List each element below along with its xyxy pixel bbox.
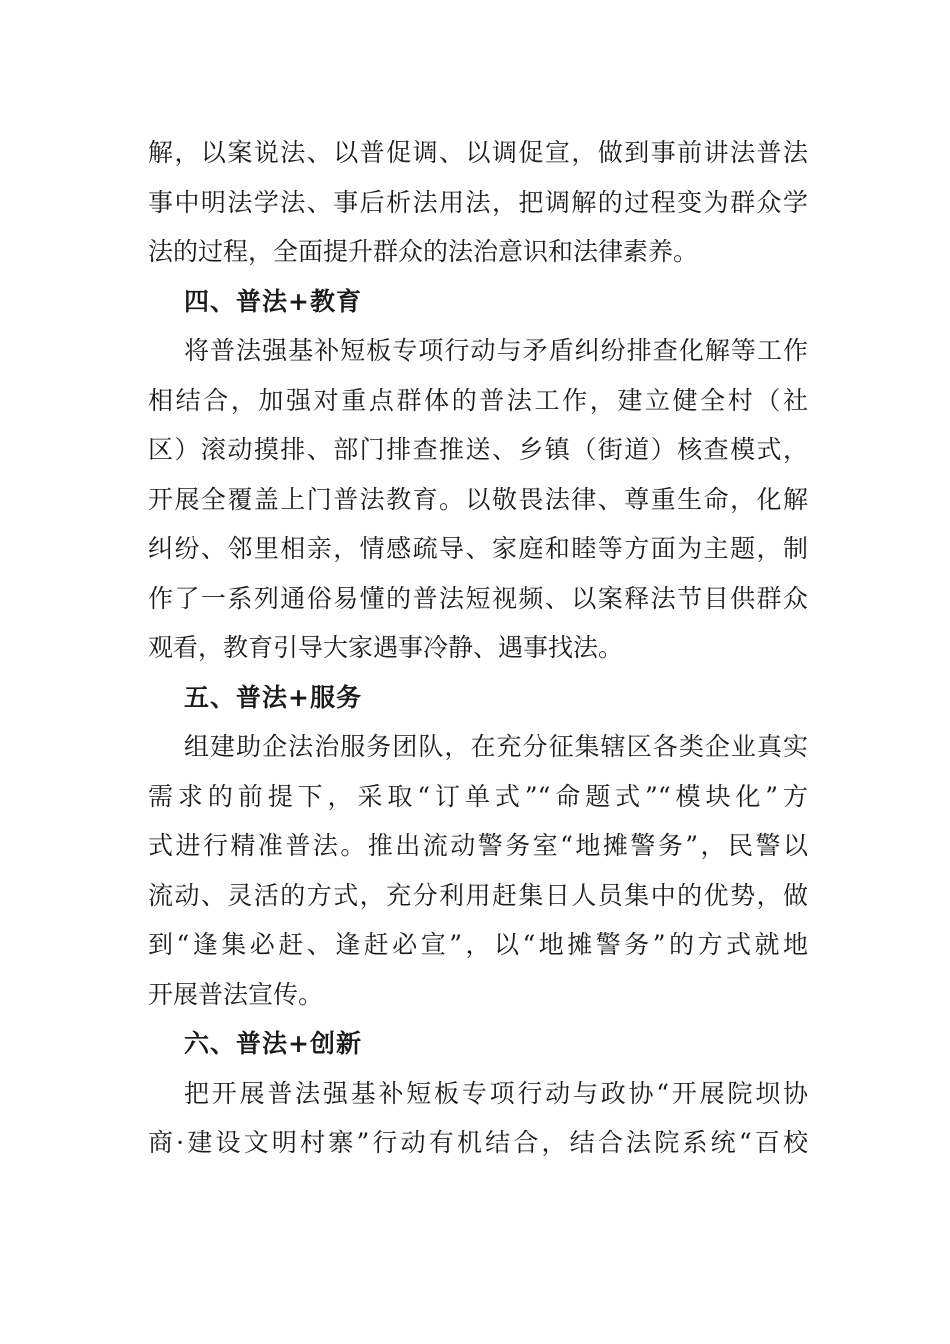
- text-line: 解，以案说法、以普促调、以调促宣，做到事前讲法普法: [148, 138, 808, 167]
- text-line: 组建助企法治服务团队，在充分征集辖区各类企业真实: [184, 732, 808, 761]
- text-line: 将普法强基补短板专项行动与矛盾纠纷排查化解等工作: [184, 336, 808, 365]
- text-line: 作了一系列通俗易懂的普法短视频、以案释法节目供群众: [148, 583, 808, 613]
- text-line: 纠纷、邻里相亲，情感疏导、家庭和睦等方面为主题，制: [148, 534, 808, 563]
- text-line: 开展普法宣传。: [148, 979, 324, 1009]
- paragraph-mediation-continued: [148, 128, 808, 277]
- section-heading-service: 五、普法+服务: [184, 682, 362, 712]
- text-line: 开展全覆盖上门普法教育。以敬畏法律、尊重生命，化解: [148, 484, 808, 514]
- text-line: 事中明法学法、事后析法用法，把调解的过程变为群众学: [148, 187, 808, 217]
- section-heading-education: 四、普法+教育: [184, 286, 362, 316]
- text-line: 法的过程，全面提升群众的法治意识和法律素养。: [148, 237, 699, 266]
- text-line: 需求的前提下，采取“订单式”“命题式”“模块化”方: [148, 781, 808, 811]
- text-line: 把开展普法强基补短板专项行动与政协“开展院坝协: [184, 1078, 808, 1108]
- text-line: 相结合，加强对重点群体的普法工作，建立健全村（社: [148, 385, 808, 415]
- paragraph-service: [148, 722, 808, 1019]
- section-heading-innovation: 六、普法+创新: [184, 1029, 362, 1058]
- text-line: 商·建设文明村寨”行动有机结合，结合法院系统“百校: [148, 1128, 808, 1157]
- text-line: 区）滚动摸排、部门排查推送、乡镇（街道）核查模式，: [148, 435, 808, 464]
- paragraph-education: [148, 326, 808, 673]
- paragraph-innovation: [148, 1069, 808, 1168]
- text-line: 式进行精准普法。推出流动警务室“地摊警务”，民警以: [148, 831, 808, 860]
- text-line: 到“逢集必赶、逢赶必宣”，以“地摊警务”的方式就地: [148, 930, 808, 959]
- document-page: [148, 128, 808, 1168]
- text-line: 观看，教育引导大家遇事冷静、遇事找法。: [148, 633, 624, 662]
- text-line: 流动、灵活的方式，充分利用赶集日人员集中的优势，做: [148, 880, 808, 910]
